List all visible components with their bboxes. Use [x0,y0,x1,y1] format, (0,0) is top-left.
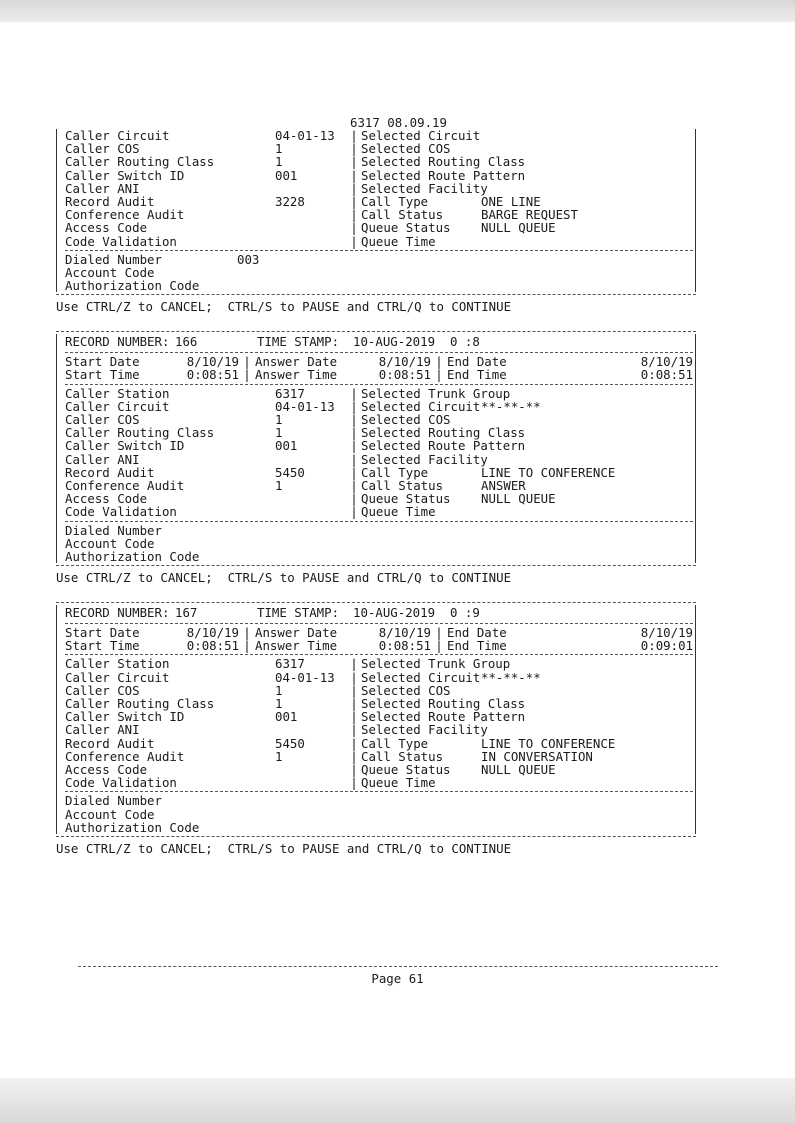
field-label: Call Status [361,207,444,223]
column-divider: | [243,625,251,641]
record-fields [65,657,693,789]
field-value [481,505,693,518]
field-value: **-**-** [481,669,541,685]
column-divider: | [350,477,358,493]
field-row [65,453,693,466]
field-value: ANSWER [481,477,526,493]
separator [65,791,693,792]
field-label: Call Type [361,193,429,209]
field-label: Conference Audit [65,477,185,493]
column-divider: | [243,354,251,370]
field-value [481,657,693,670]
field-label: Caller Routing Class [65,154,215,170]
field-label: Caller Station [65,385,170,401]
account-code-row [65,808,693,821]
start-time-value: 0:08:51 [186,367,239,383]
field-label: Selected Circuit [361,398,481,414]
field-value: IN CONVERSATION [481,748,593,764]
field-value: **-**-** [481,398,541,414]
separator [56,602,696,603]
dialed-number-row [65,794,693,807]
field-label: Selected COS [361,682,451,698]
record-box [56,334,696,563]
field-label: Record Audit [65,464,155,480]
field-label: Selected Route Pattern [361,167,526,183]
field-label: Record Audit [65,735,155,751]
field-label: Queue Status [361,761,451,777]
field-label: Queue Status [361,220,451,236]
field-value [275,763,347,776]
field-label: Queue Time [361,775,436,791]
separator [56,294,696,295]
column-divider: | [350,775,358,791]
field-label: Caller Switch ID [65,709,185,725]
column-divider: | [350,128,358,143]
column-divider: | [350,167,358,183]
field-row [65,387,693,400]
start-time-label: Start Time [65,638,140,654]
time-row [65,368,693,381]
column-divider: | [243,638,251,654]
field-label: Call Status [361,748,444,764]
field-value [481,182,693,195]
field-label: Selected Facility [361,180,488,196]
field-value: 6317 [275,656,305,672]
separator [65,623,693,624]
field-label: Code Validation [65,233,177,249]
field-value [275,182,347,195]
start-time-label: Start Time [65,367,140,383]
start-time-value: 0:08:51 [186,638,239,654]
field-value: 1 [275,748,283,764]
field-row [65,776,693,789]
column-divider: | [350,438,358,454]
field-row [65,657,693,670]
field-row [65,750,693,763]
field-label: Selected Route Pattern [361,709,526,725]
field-value: 1 [275,412,283,427]
field-label: Selected Trunk Group [361,656,511,672]
answer-time-label: Answer Time [255,367,338,383]
authorization-code-row [65,821,693,834]
field-value: NULL QUEUE [481,220,556,236]
column-divider: | [435,625,443,641]
field-value: 5450 [275,735,305,751]
field-label: Code Validation [65,504,177,520]
authorization-code-label: Authorization Code [65,548,200,564]
end-date-value: 8/10/19 [640,625,693,641]
authorization-code-label: Authorization Code [65,819,200,835]
dialed-number-label: Dialed Number [65,522,162,538]
field-label: Selected COS [361,412,451,427]
field-row [65,505,693,518]
column-divider: | [350,722,358,738]
field-label: Call Type [361,464,429,480]
account-code-row [65,537,693,550]
field-label: Access Code [65,761,148,777]
field-value [481,387,693,400]
column-divider: | [435,638,443,654]
field-label: Caller ANI [65,180,140,196]
field-label: Selected Facility [361,722,488,738]
separator [56,331,696,332]
control-message: Use CTRL/Z to CANCEL; CTRL/S to PAUSE and CTRL/Q to CONTINUE [56,299,512,315]
field-value: 001 [275,167,298,183]
field-label: Caller Circuit [65,669,170,685]
field-value: 04-01-13 [275,398,335,414]
column-divider: | [350,141,358,157]
field-label: Queue Time [361,504,436,520]
separator [56,836,696,837]
field-value: LINE TO CONFERENCE [481,464,616,480]
field-label: Caller Circuit [65,128,170,143]
field-value [481,235,693,248]
record-number-label: RECORD NUMBER: [65,605,170,621]
separator [65,250,693,251]
field-label: Conference Audit [65,748,185,764]
end-time-label: End Time [447,367,507,383]
field-label: Call Status [361,477,444,493]
column-divider: | [350,735,358,751]
field-label: Caller COS [65,412,140,427]
field-value [275,723,347,736]
field-label: Selected Circuit [361,669,481,685]
field-value [275,505,347,518]
field-label: Selected Circuit [361,128,481,143]
field-label: Queue Time [361,233,436,249]
end-time-value: 0:08:51 [640,367,693,383]
field-label: Caller ANI [65,722,140,738]
column-divider: | [350,398,358,414]
scan-edge-top [0,0,795,22]
field-value: 1 [275,141,283,157]
document-body [56,116,696,871]
field-value: 6317 [275,385,305,401]
end-date-value: 8/10/19 [640,354,693,370]
column-divider: | [350,464,358,480]
record-header [65,605,693,621]
start-date-label: Start Date [65,354,140,370]
account-code-label: Account Code [65,264,155,280]
records-container [56,331,696,871]
field-row [65,155,693,168]
dialed-number-value: 003 [237,251,260,267]
column-divider: | [350,385,358,401]
field-label: Selected Route Pattern [361,438,526,454]
field-value [481,723,693,736]
dialed-number-row [65,253,693,266]
column-divider: | [350,748,358,764]
field-label: Code Validation [65,775,177,791]
answer-time-label: Answer Time [255,638,338,654]
record-fields [65,387,693,519]
field-row [65,169,693,182]
call-record [56,331,696,600]
field-label: Caller COS [65,682,140,698]
field-row [65,235,693,248]
page-footer [0,966,795,986]
field-row [65,671,693,684]
field-value [481,453,693,466]
account-code-label: Account Code [65,806,155,822]
column-divider: | [350,669,358,685]
field-label: Selected Facility [361,451,488,467]
dialed-number-label: Dialed Number [65,793,162,809]
field-label: Access Code [65,220,148,236]
column-divider: | [350,504,358,520]
field-label: Queue Status [361,491,451,507]
column-divider: | [350,709,358,725]
column-divider: | [350,220,358,236]
page-number: Page 61 [371,971,424,986]
column-divider: | [350,193,358,209]
end-time-label: End Time [447,638,507,654]
end-date-label: End Date [447,625,507,641]
field-value [481,169,693,182]
answer-date-label: Answer Date [255,625,338,641]
start-date-value: 8/10/19 [186,625,239,641]
field-label: Caller COS [65,141,140,157]
authorization-code-row [65,279,693,292]
column-divider: | [350,696,358,711]
field-label: Selected Routing Class [361,154,526,170]
record-number-value: 166 [175,334,198,350]
field-label: Caller Switch ID [65,438,185,454]
field-value [481,710,693,723]
column-divider: | [350,451,358,467]
field-value [481,439,693,452]
field-value: 04-01-13 [275,669,335,685]
field-value [481,155,693,168]
field-value [481,129,693,142]
end-date-label: End Date [447,354,507,370]
first-block [56,129,696,292]
authorization-code-label: Authorization Code [65,278,200,294]
first-block-rows [65,129,693,248]
column-divider: | [243,367,251,383]
field-value: 1 [275,477,283,493]
start-date-value: 8/10/19 [186,354,239,370]
account-code-label: Account Code [65,535,155,551]
field-value: 1 [275,425,283,441]
field-row [65,723,693,736]
start-date-label: Start Date [65,625,140,641]
field-row [65,221,693,234]
field-label: Access Code [65,491,148,507]
column-divider: | [350,154,358,170]
column-divider: | [350,412,358,427]
answer-date-value: 8/10/19 [378,625,431,641]
field-row [65,737,693,750]
answer-date-label: Answer Date [255,354,338,370]
control-message: Use CTRL/Z to CANCEL; CTRL/S to PAUSE and CTRL/Q to CONTINUE [56,570,512,586]
field-value: 001 [275,438,298,454]
field-value: 1 [275,696,283,711]
field-row [65,439,693,452]
field-value [275,453,347,466]
column-divider: | [350,491,358,507]
field-label: Selected Trunk Group [361,385,511,401]
field-value: 3228 [275,193,305,209]
field-value: LINE TO CONFERENCE [481,735,616,751]
time-stamp-label: TIME STAMP: [257,605,340,621]
field-value [275,235,347,248]
column-divider: | [350,233,358,249]
field-label: Selected COS [361,141,451,157]
dialed-number-label: Dialed Number [65,251,162,267]
column-divider: | [350,207,358,223]
scan-edge-bottom [0,1078,795,1123]
time-stamp-value: 10-AUG-2019 0 :9 [353,605,480,621]
field-value: 04-01-13 [275,128,335,143]
column-divider: | [350,682,358,698]
end-time-value: 0:09:01 [640,638,693,654]
separator [65,352,693,353]
column-divider: | [350,761,358,777]
call-record [56,602,696,871]
field-label: Selected Routing Class [361,696,526,711]
field-value: 1 [275,154,283,170]
field-label: Caller Station [65,656,170,672]
field-value: 5450 [275,464,305,480]
separator [65,384,693,385]
field-label: Caller Switch ID [65,167,185,183]
field-row [65,182,693,195]
time-stamp-value: 10-AUG-2019 0 :8 [353,334,480,350]
field-label: Caller Routing Class [65,696,215,711]
column-divider: | [435,354,443,370]
field-label: Caller ANI [65,451,140,467]
field-value [275,492,347,505]
record-box [56,605,696,834]
authorization-code-row [65,550,693,563]
field-value [275,221,347,234]
answer-time-value: 0:08:51 [378,367,431,383]
footer-separator [78,966,718,967]
time-stamp-label: TIME STAMP: [257,334,340,350]
column-divider: | [350,656,358,672]
field-value [481,776,693,789]
field-label: Record Audit [65,193,155,209]
column-divider: | [435,367,443,383]
dialed-number-row [65,524,693,537]
record-number-value: 167 [175,605,198,621]
field-value: 1 [275,682,283,698]
time-row [65,639,693,652]
control-message: Use CTRL/Z to CANCEL; CTRL/S to PAUSE and CTRL/Q to CONTINUE [56,840,512,856]
page-header: 6317 08.09.19 [350,115,447,130]
record-number-label: RECORD NUMBER: [65,334,170,350]
answer-time-value: 0:08:51 [378,638,431,654]
column-divider: | [350,180,358,196]
field-value: ONE LINE [481,193,541,209]
field-value: NULL QUEUE [481,491,556,507]
record-header [65,334,693,350]
column-divider: | [350,425,358,441]
field-label: Call Type [361,735,429,751]
separator [65,654,693,655]
field-label: Conference Audit [65,207,185,223]
field-label: Caller Circuit [65,398,170,414]
separator [65,521,693,522]
field-value: 001 [275,709,298,725]
field-row [65,466,693,479]
separator [56,565,696,566]
answer-date-value: 8/10/19 [378,354,431,370]
field-label: Selected Routing Class [361,425,526,441]
field-value: BARGE REQUEST [481,207,578,223]
field-label: Caller Routing Class [65,425,215,441]
field-value [275,208,347,221]
field-value [275,776,347,789]
field-value: NULL QUEUE [481,761,556,777]
